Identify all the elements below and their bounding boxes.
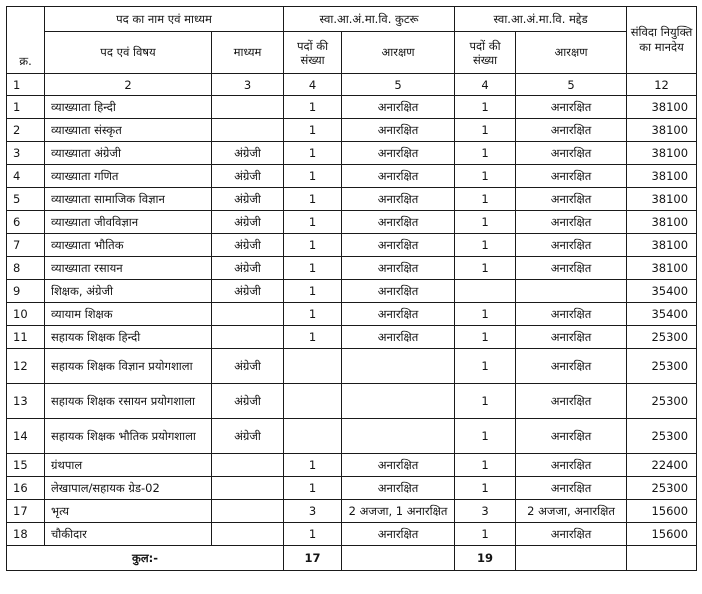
honorarium-cell: 38100 bbox=[627, 165, 697, 188]
honorarium-cell: 22400 bbox=[627, 454, 697, 477]
serial-cell: 7 bbox=[7, 234, 45, 257]
column-number: 4 bbox=[455, 74, 516, 96]
honorarium-cell: 25300 bbox=[627, 419, 697, 454]
honorarium-cell: 38100 bbox=[627, 119, 697, 142]
count-cell-2: 1 bbox=[455, 303, 516, 326]
honorarium-cell: 25300 bbox=[627, 326, 697, 349]
medium-cell: अंग्रेजी bbox=[212, 280, 284, 303]
count-cell-1 bbox=[284, 384, 342, 419]
count-cell-1: 1 bbox=[284, 280, 342, 303]
serial-cell: 1 bbox=[7, 96, 45, 119]
reservation-cell-1: अनारक्षित bbox=[342, 234, 455, 257]
honorarium-cell: 38100 bbox=[627, 257, 697, 280]
reservation-cell-1: अनारक्षित bbox=[342, 326, 455, 349]
count-cell-2: 1 bbox=[455, 477, 516, 500]
reservation-cell-1 bbox=[342, 419, 455, 454]
reservation-cell-2: अनारक्षित bbox=[516, 326, 627, 349]
serial-cell: 15 bbox=[7, 454, 45, 477]
medium-cell bbox=[212, 454, 284, 477]
count-cell-1 bbox=[284, 419, 342, 454]
column-number-row bbox=[7, 74, 697, 96]
reservation-header-2: आरक्षण bbox=[516, 32, 627, 74]
post-cell: व्याख्याता रसायन bbox=[45, 257, 212, 280]
count-cell-1: 1 bbox=[284, 326, 342, 349]
column-number: 1 bbox=[7, 74, 45, 96]
serial-cell: 9 bbox=[7, 280, 45, 303]
total-empty-cell bbox=[342, 546, 455, 571]
count-cell-2 bbox=[455, 280, 516, 303]
reservation-cell-2: अनारक्षित bbox=[516, 419, 627, 454]
medium-cell: अंग्रेजी bbox=[212, 349, 284, 384]
header-group-row bbox=[7, 7, 697, 32]
school2-group-header: स्वा.आ.अं.मा.वि. मद्देड bbox=[455, 7, 627, 32]
count-cell-2: 1 bbox=[455, 119, 516, 142]
medium-cell: अंग्रेजी bbox=[212, 419, 284, 454]
medium-cell bbox=[212, 500, 284, 523]
count-cell-1: 1 bbox=[284, 234, 342, 257]
serial-cell: 10 bbox=[7, 303, 45, 326]
reservation-cell-2: अनारक्षित bbox=[516, 211, 627, 234]
table-row bbox=[7, 303, 697, 326]
reservation-cell-1: अनारक्षित bbox=[342, 119, 455, 142]
reservation-cell-2: अनारक्षित bbox=[516, 477, 627, 500]
medium-cell: अंग्रेजी bbox=[212, 188, 284, 211]
count-cell-1: 1 bbox=[284, 188, 342, 211]
column-number: 12 bbox=[627, 74, 697, 96]
serial-cell: 18 bbox=[7, 523, 45, 546]
post-cell: व्याख्याता संस्कृत bbox=[45, 119, 212, 142]
reservation-cell-1: 2 अजजा, 1 अनारक्षित bbox=[342, 500, 455, 523]
reservation-cell-1: अनारक्षित bbox=[342, 165, 455, 188]
serial-cell: 8 bbox=[7, 257, 45, 280]
honorarium-cell: 35400 bbox=[627, 303, 697, 326]
table-row bbox=[7, 326, 697, 349]
post-cell: सहायक शिक्षक हिन्दी bbox=[45, 326, 212, 349]
reservation-cell-1: अनारक्षित bbox=[342, 142, 455, 165]
post-cell: व्याख्याता हिन्दी bbox=[45, 96, 212, 119]
column-number: 4 bbox=[284, 74, 342, 96]
table-row bbox=[7, 454, 697, 477]
count-cell-1: 1 bbox=[284, 96, 342, 119]
count-cell-2: 3 bbox=[455, 500, 516, 523]
reservation-cell-2: अनारक्षित bbox=[516, 234, 627, 257]
post-cell: व्याख्याता जीवविज्ञान bbox=[45, 211, 212, 234]
total-row bbox=[7, 546, 697, 571]
posts-table bbox=[6, 6, 697, 571]
count-cell-2: 1 bbox=[455, 384, 516, 419]
count-cell-2: 1 bbox=[455, 142, 516, 165]
count-cell-2: 1 bbox=[455, 349, 516, 384]
reservation-cell-2: अनारक्षित bbox=[516, 188, 627, 211]
reservation-cell-2: अनारक्षित bbox=[516, 96, 627, 119]
serial-cell: 16 bbox=[7, 477, 45, 500]
medium-cell bbox=[212, 96, 284, 119]
medium-cell: अंग्रेजी bbox=[212, 257, 284, 280]
count-cell-2: 1 bbox=[455, 96, 516, 119]
reservation-cell-1 bbox=[342, 384, 455, 419]
medium-cell: अंग्रेजी bbox=[212, 142, 284, 165]
table-row bbox=[7, 96, 697, 119]
table-row bbox=[7, 211, 697, 234]
header-sub-row bbox=[7, 32, 697, 74]
table-row bbox=[7, 142, 697, 165]
reservation-cell-1: अनारक्षित bbox=[342, 96, 455, 119]
count-cell-1: 1 bbox=[284, 454, 342, 477]
column-number: 5 bbox=[516, 74, 627, 96]
medium-cell: अंग्रेजी bbox=[212, 384, 284, 419]
count-cell-1: 1 bbox=[284, 477, 342, 500]
honorarium-cell: 25300 bbox=[627, 349, 697, 384]
honorarium-cell: 35400 bbox=[627, 280, 697, 303]
count-cell-1: 3 bbox=[284, 500, 342, 523]
count-cell-1: 1 bbox=[284, 257, 342, 280]
serial-cell: 6 bbox=[7, 211, 45, 234]
count-cell-2: 1 bbox=[455, 419, 516, 454]
serial-cell: 4 bbox=[7, 165, 45, 188]
column-number: 2 bbox=[45, 74, 212, 96]
table-row bbox=[7, 477, 697, 500]
table-row bbox=[7, 523, 697, 546]
medium-cell bbox=[212, 326, 284, 349]
count-cell-2: 1 bbox=[455, 188, 516, 211]
count-cell-1: 1 bbox=[284, 142, 342, 165]
honorarium-cell: 15600 bbox=[627, 523, 697, 546]
total-count-1: 17 bbox=[284, 546, 342, 571]
table-row bbox=[7, 188, 697, 211]
reservation-cell-1: अनारक्षित bbox=[342, 303, 455, 326]
medium-cell bbox=[212, 303, 284, 326]
document-page bbox=[6, 6, 696, 571]
medium-cell bbox=[212, 477, 284, 500]
school1-group-header: स्वा.आ.अं.मा.वि. कुटरू bbox=[284, 7, 455, 32]
post-cell: भृत्य bbox=[45, 500, 212, 523]
post-cell: व्याख्याता सामाजिक विज्ञान bbox=[45, 188, 212, 211]
honorarium-cell: 38100 bbox=[627, 234, 697, 257]
count-cell-1: 1 bbox=[284, 523, 342, 546]
serial-cell: 14 bbox=[7, 419, 45, 454]
medium-header: माध्यम bbox=[212, 32, 284, 74]
honorarium-cell: 38100 bbox=[627, 96, 697, 119]
reservation-cell-1: अनारक्षित bbox=[342, 257, 455, 280]
total-empty-cell bbox=[516, 546, 627, 571]
table-row bbox=[7, 500, 697, 523]
post-medium-group-header: पद का नाम एवं माध्यम bbox=[45, 7, 284, 32]
post-cell: ग्रंथपाल bbox=[45, 454, 212, 477]
post-cell: सहायक शिक्षक विज्ञान प्रयोगशाला bbox=[45, 349, 212, 384]
reservation-cell-2: अनारक्षित bbox=[516, 349, 627, 384]
medium-cell: अंग्रेजी bbox=[212, 165, 284, 188]
reservation-cell-1: अनारक्षित bbox=[342, 454, 455, 477]
count-cell-2: 1 bbox=[455, 211, 516, 234]
serial-cell: 13 bbox=[7, 384, 45, 419]
honorarium-cell: 25300 bbox=[627, 477, 697, 500]
post-cell: लेखापाल/सहायक ग्रेड-02 bbox=[45, 477, 212, 500]
reservation-cell-2: अनारक्षित bbox=[516, 257, 627, 280]
column-number: 5 bbox=[342, 74, 455, 96]
count-cell-2: 1 bbox=[455, 234, 516, 257]
count-cell-1: 1 bbox=[284, 211, 342, 234]
honorarium-header: संविदा नियुक्ति का मानदेय bbox=[627, 7, 697, 74]
column-number: 3 bbox=[212, 74, 284, 96]
post-subject-header: पद एवं विषय bbox=[45, 32, 212, 74]
honorarium-cell: 38100 bbox=[627, 142, 697, 165]
honorarium-cell: 38100 bbox=[627, 188, 697, 211]
reservation-cell-2: अनारक्षित bbox=[516, 142, 627, 165]
reservation-cell-2: अनारक्षित bbox=[516, 119, 627, 142]
posts-count-header-1: पदों की संख्या bbox=[284, 32, 342, 74]
total-label: कुल:- bbox=[7, 546, 284, 571]
post-cell: व्याख्याता गणित bbox=[45, 165, 212, 188]
reservation-cell-2 bbox=[516, 280, 627, 303]
post-cell: व्याख्याता अंग्रेजी bbox=[45, 142, 212, 165]
reservation-cell-1: अनारक्षित bbox=[342, 188, 455, 211]
count-cell-2: 1 bbox=[455, 257, 516, 280]
count-cell-1: 1 bbox=[284, 303, 342, 326]
count-cell-1: 1 bbox=[284, 119, 342, 142]
serial-cell: 5 bbox=[7, 188, 45, 211]
post-cell: चौकीदार bbox=[45, 523, 212, 546]
medium-cell: अंग्रेजी bbox=[212, 234, 284, 257]
medium-cell: अंग्रेजी bbox=[212, 211, 284, 234]
total-empty-cell bbox=[627, 546, 697, 571]
post-cell: सहायक शिक्षक रसायन प्रयोगशाला bbox=[45, 384, 212, 419]
medium-cell bbox=[212, 119, 284, 142]
table-row bbox=[7, 349, 697, 384]
total-count-2: 19 bbox=[455, 546, 516, 571]
reservation-cell-2: अनारक्षित bbox=[516, 303, 627, 326]
table-row bbox=[7, 280, 697, 303]
medium-cell bbox=[212, 523, 284, 546]
reservation-cell-1: अनारक्षित bbox=[342, 280, 455, 303]
serial-cell: 12 bbox=[7, 349, 45, 384]
count-cell-1 bbox=[284, 349, 342, 384]
table-row bbox=[7, 234, 697, 257]
count-cell-1: 1 bbox=[284, 165, 342, 188]
count-cell-2: 1 bbox=[455, 326, 516, 349]
reservation-header-1: आरक्षण bbox=[342, 32, 455, 74]
count-cell-2: 1 bbox=[455, 523, 516, 546]
table-row bbox=[7, 257, 697, 280]
serial-cell: 11 bbox=[7, 326, 45, 349]
count-cell-2: 1 bbox=[455, 165, 516, 188]
serial-cell: 17 bbox=[7, 500, 45, 523]
reservation-cell-1: अनारक्षित bbox=[342, 523, 455, 546]
reservation-cell-2: 2 अजजा, अनारक्षित bbox=[516, 500, 627, 523]
reservation-cell-2: अनारक्षित bbox=[516, 384, 627, 419]
honorarium-cell: 38100 bbox=[627, 211, 697, 234]
serial-cell: 2 bbox=[7, 119, 45, 142]
post-cell: शिक्षक, अंग्रेजी bbox=[45, 280, 212, 303]
posts-count-header-2: पदों की संख्या bbox=[455, 32, 516, 74]
reservation-cell-1: अनारक्षित bbox=[342, 477, 455, 500]
honorarium-cell: 25300 bbox=[627, 384, 697, 419]
reservation-cell-1 bbox=[342, 349, 455, 384]
post-cell: व्यायाम शिक्षक bbox=[45, 303, 212, 326]
reservation-cell-2: अनारक्षित bbox=[516, 523, 627, 546]
table-row bbox=[7, 165, 697, 188]
reservation-cell-2: अनारक्षित bbox=[516, 165, 627, 188]
post-cell: सहायक शिक्षक भौतिक प्रयोगशाला bbox=[45, 419, 212, 454]
serial-cell: 3 bbox=[7, 142, 45, 165]
reservation-cell-1: अनारक्षित bbox=[342, 211, 455, 234]
count-cell-2: 1 bbox=[455, 454, 516, 477]
serial-header: क्र. bbox=[7, 7, 45, 74]
table-row bbox=[7, 384, 697, 419]
table-row bbox=[7, 119, 697, 142]
post-cell: व्याख्याता भौतिक bbox=[45, 234, 212, 257]
honorarium-cell: 15600 bbox=[627, 500, 697, 523]
reservation-cell-2: अनारक्षित bbox=[516, 454, 627, 477]
table-row bbox=[7, 419, 697, 454]
